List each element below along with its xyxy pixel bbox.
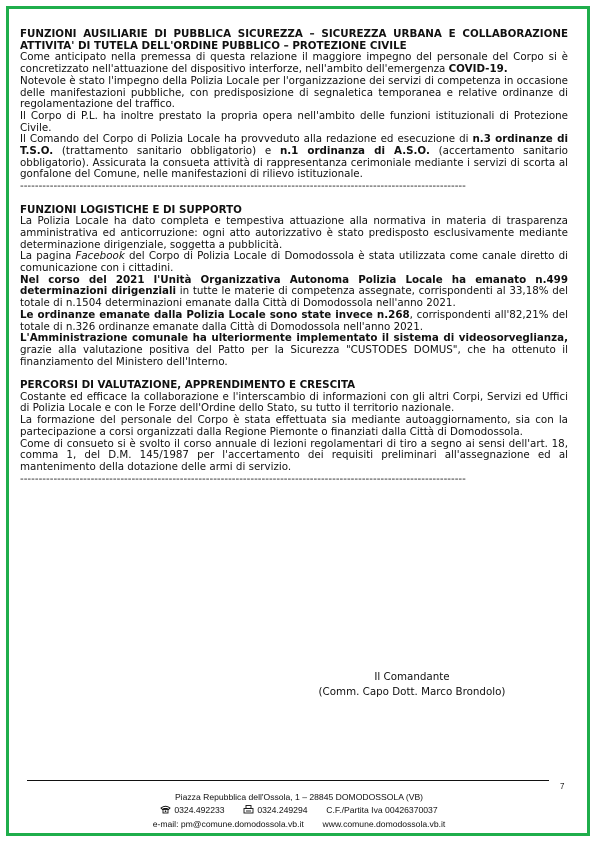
phone-number: 0324.492233	[174, 805, 225, 815]
text-run: grazie alla valutazione positiva del Patto per la Sicurezza "CUSTODES DOMUS", che ha ottenuto il finanziamento del Ministero dell'Interno.	[20, 343, 568, 368]
paragraph: Come di consueto si è svolto il corso annuale di lezioni regolamentari di tiro a segno ai sensi dell'art. 18, comma 1, del D.M. 145/1987 per l'accertamento dei requisiti preliminari all'assegnazione ed al mantenimento della dotazione delle armi di servizio.	[20, 437, 568, 473]
determinazioni-highlight: Nel corso del 2021 l'Unità Organizzativa Autonoma Polizia Locale ha emanato n.499 determinazioni dirigenziali	[20, 273, 568, 298]
paragraph: Il Corpo di P.L. ha inoltre prestato la propria opera nell'ambito delle funzioni istituzionali di Protezione Civile.	[20, 109, 568, 134]
paragraph	[20, 275, 568, 310]
footer-divider	[27, 780, 549, 781]
signature-role: Il Comandante	[374, 671, 450, 683]
phone-icon	[160, 805, 171, 816]
videosorveglianza-highlight: L'Amministrazione comunale ha ulteriormente implementato il sistema di videosorveglianza,	[20, 332, 568, 345]
text-run: (accertamento sanitario obbligatorio). Assicurata la consueta attività di rappresentanza cerimoniale mediante i servizi di scorta al gonfalone del Comune, nelle manifestazioni di rilievo istituzionale.	[20, 145, 568, 181]
text-run: La pagina	[20, 250, 76, 263]
email-link[interactable]: e-mail: pm@comune.domodossola.vb.it	[152, 819, 304, 829]
website-link[interactable]: www.comune.domodossola.vb.it	[322, 819, 446, 829]
paragraph-text: Come anticipato nella premessa di questa relazione il maggiore impegno del personale del Corpo si è concretizzato nell'attuazione del dispositivo interforze, nell'ambito dell'emergenza	[20, 51, 568, 76]
section-title-percorsi: PERCORSI DI VALUTAZIONE, APPRENDIMENTO E CRESCITA	[20, 379, 356, 392]
separator-line: ------------------------------------------------------------------------------------------------------------------------	[20, 181, 466, 193]
tax-id: C.F./Partita Iva 00426370037	[326, 805, 438, 815]
paragraph	[20, 134, 568, 181]
separator-line: ------------------------------------------------------------------------------------------------------------------------	[20, 473, 466, 485]
section-title-logistiche: FUNZIONI LOGISTICHE E DI SUPPORTO	[20, 203, 242, 216]
footer-address: Piazza Repubblica dell'Ossola, 1 – 28845 DOMODOSSOLA (VB)	[174, 792, 424, 802]
text-run: (trattamento sanitario obbligatorio) e	[53, 145, 280, 158]
text-run: del Corpo di Polizia Locale di Domodossola è stata utilizzata come canale diretto di comunicazione con i cittadini.	[20, 250, 569, 275]
paragraph: La formazione del personale del Corpo è stata effettuata sia mediante autoaggiornamento, sia con la partecipazione a corsi organizzati dalla Regione Piemonte o finanziati dalla Città di Domodossola.	[20, 414, 568, 438]
paragraph: La Polizia Locale ha dato completa e tempestiva attuazione alla normativa in materia di trasparenza amministrativa ed anticorruzione: ogni atto autorizzativo è stato predisposto esclusivamente mediante determinazione dirigenziale, soggetta a pubblicità.	[20, 215, 568, 251]
footer-contacts	[20, 805, 578, 816]
paragraph	[20, 310, 568, 333]
facebook-label: Facebook	[75, 250, 125, 263]
fax-icon	[243, 805, 254, 816]
paragraph	[20, 333, 568, 368]
tso-count: n.3 ordinanze di T.S.O.	[20, 133, 568, 158]
document-body	[20, 29, 568, 485]
page-number: 7	[560, 782, 565, 791]
paragraph: Notevole è stato l'impegno della Polizia Locale per l'organizzazione dei servizi di competenza in occasione delle manifestazioni pubbliche, con predisposizione di segnaletica temporanea e relative ordinanze di regolamentazione del traffico.	[20, 74, 568, 111]
signature-block	[0, 670, 572, 700]
ordinanze-highlight: Le ordinanze emanate dalla Polizia Locale sono state invece n.268	[20, 308, 410, 321]
covid-label: COVID-19.	[448, 63, 508, 76]
paragraph	[20, 52, 568, 75]
section-title-ausiliarie: FUNZIONI AUSILIARIE DI PUBBLICA SICUREZZA – SICUREZZA URBANA E COLLABORAZIONE ATTIVITA' DI TUTELA DELL'ORDINE PUBBLICO – PROTEZIONE CIVILE	[20, 28, 568, 52]
text-run: in tutte le materie di competenza assegnate, corrispondenti al 33,18% del totale di n.1504 determinazioni emanate dalla Città di Domodossola nell'anno 2021.	[20, 285, 569, 310]
aso-count: n.1 ordinanza di A.S.O.	[279, 145, 430, 158]
footer-web	[20, 819, 578, 829]
text-run: , corrispondenti all'82,21% del totale di n.326 ordinanze emanate dalla Città di Domodossola nell'anno 2021.	[20, 308, 568, 333]
paragraph	[20, 251, 568, 274]
signature-name: (Comm. Capo Dott. Marco Brondolo)	[318, 686, 506, 698]
fax-number: 0324.249294	[257, 805, 308, 815]
paragraph: Costante ed efficace la collaborazione e l'interscambio di informazioni con gli altri Corpi, Servizi ed Uffici di Polizia Locale e con le Forze dell'Ordine dello Stato, su tutto il territorio nazionale.	[20, 390, 568, 415]
text-run: Il Comando del Corpo di Polizia Locale ha provveduto alla redazione ed esecuzione di	[20, 133, 473, 146]
